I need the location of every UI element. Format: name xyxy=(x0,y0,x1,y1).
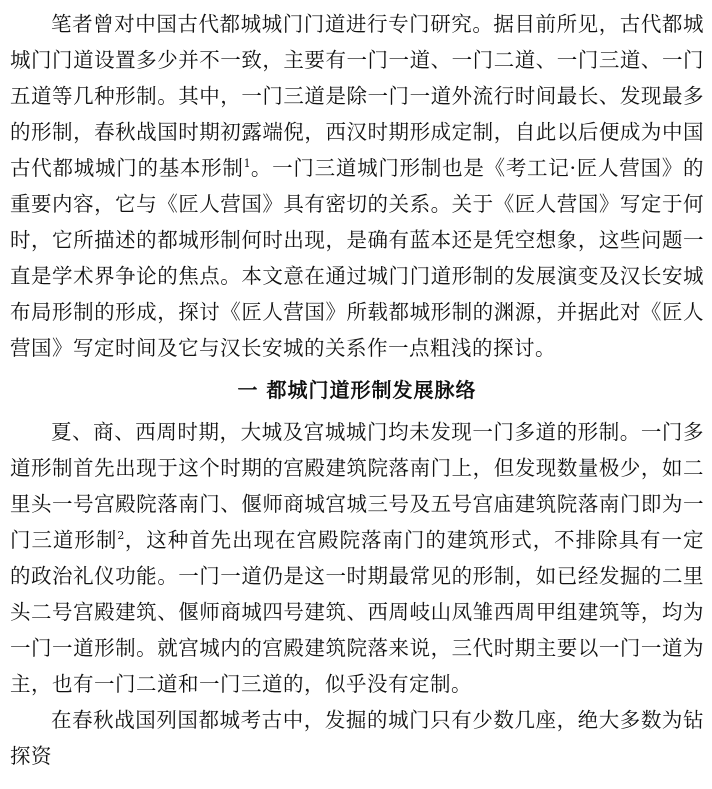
section-heading: 一 都城门道形制发展脉络 xyxy=(237,378,477,402)
paragraph-text: 夏、商、西周时期，大城及宫城城门均未发现一门多道的形制。一门多道形制首先出现于这个时期的宫殿建筑院落南门上，但发现数量极少，如二里头一号宫殿院落南门、偃师商城宫城三号及五号宫庙建筑院落南门即为一门三道形制 xyxy=(10,420,704,552)
paragraph-xia-shang-zhou xyxy=(10,414,704,702)
paragraph-text: 。一门三道城门形制也是《考工记·匠人营国》的重要内容，它与《匠人营国》具有密切的关系。关于《匠人营国》写定于何时，它所描述的都城形制何时出现，是确有蓝本还是凭空想象，这些问题一直是学术界争论的焦点。本文意在通过城门门道形制的发展演变及汉长安城布局形制的形成，探讨《匠人营国》所载都城形制的渊源，并据此对《匠人营国》写定时间及它与汉长安城的关系作一点粗浅的探讨。 xyxy=(10,156,705,360)
paragraph-text: ，这种首先出现在宫殿院落南门的建筑形式，不排除具有一定的政治礼仪功能。一门一道仍是这一时期最常见的形制，如已经发掘的二里头二号宫殿建筑、偃师商城四号建筑、西周岐山凤雏西周甲组建筑等，均为一门一道形制。就宫城内的宫殿建筑院落来说，三代时期主要以一门一道为主，也有一门二道和一门三道的，似乎没有定制。 xyxy=(10,528,704,696)
footnote-marker: 1 xyxy=(243,157,251,171)
paragraph-text: 在春秋战国列国都城考古中，发掘的城门只有少数几座，绝大多数为钻探资 xyxy=(10,708,704,768)
paragraph-text: 笔者曾对中国古代都城城门门道进行专门研究。据目前所见，古代都城城门门道设置多少并不一致，主要有一门一道、一门二道、一门三道、一门五道等几种形制。其中，一门三道是除一门一道外流行时间最长、发现最多的形制，春秋战国时期初露端倪，西汉时期形成定制，自此以后便成为中国古代都城城门的基本形制 xyxy=(10,12,704,180)
footnote-marker: 2 xyxy=(117,529,125,543)
paragraph-spring-autumn xyxy=(10,702,704,774)
paragraph-intro xyxy=(10,6,704,366)
